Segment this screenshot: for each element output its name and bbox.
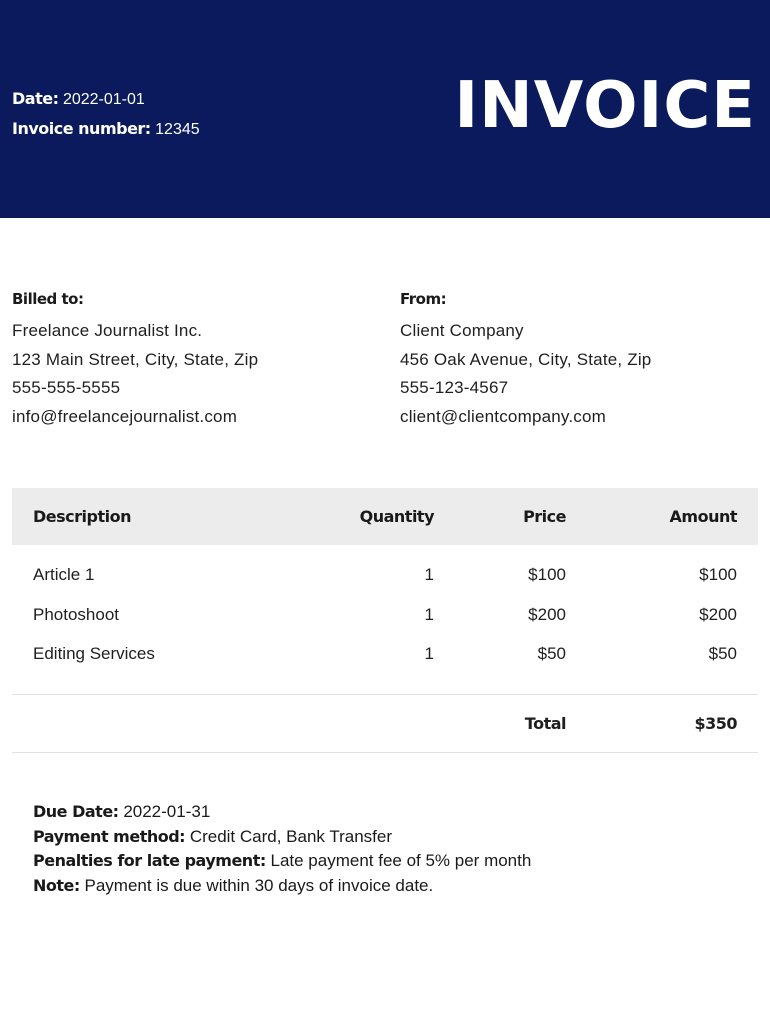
row-quantity: 1 — [424, 565, 434, 584]
row-quantity: 1 — [424, 644, 434, 663]
total-value: $350 — [694, 714, 737, 733]
row-price: $200 — [528, 604, 566, 624]
penalties-line — [33, 849, 531, 874]
header-amount: Amount — [669, 507, 737, 526]
row-description: Article 1 — [33, 565, 95, 584]
header-meta — [12, 84, 200, 144]
invoice-title: INVOICE — [454, 69, 756, 143]
row-price: $100 — [528, 565, 566, 584]
from-block — [400, 288, 651, 431]
row-description: Editing Services — [33, 644, 155, 663]
table-row — [12, 555, 758, 595]
payment-method-value: Credit Card, Bank Transfer — [189, 826, 393, 846]
invoice-header — [0, 0, 770, 218]
table-divider — [12, 752, 758, 753]
header-description: Description — [33, 507, 131, 526]
invoice-date — [12, 84, 200, 114]
row-amount: $50 — [708, 644, 737, 663]
from-address: 456 Oak Avenue, City, State, Zip — [400, 349, 652, 369]
total-label: Total — [524, 714, 566, 733]
table-row — [12, 595, 758, 635]
row-description: Photoshoot — [33, 604, 120, 624]
payment-method-line — [33, 825, 531, 850]
note-line — [33, 874, 531, 899]
table-header — [12, 488, 758, 545]
payment-method-label: Payment method: — [33, 826, 186, 846]
table-body — [12, 555, 758, 694]
header-quantity: Quantity — [359, 507, 434, 526]
penalties-value: Late payment fee of 5% per month — [270, 851, 532, 870]
from-name: Client Company — [400, 321, 524, 340]
note-value: Payment is due within 30 days of invoice date. — [84, 875, 434, 895]
date-value: 2022-01-01 — [62, 91, 145, 108]
note-label: Note: — [33, 875, 80, 895]
from-heading: From: — [400, 290, 447, 308]
billed-to-phone: 555-555-5555 — [12, 378, 121, 397]
billed-to-name: Freelance Journalist Inc. — [12, 321, 203, 340]
billed-to-block — [12, 288, 258, 431]
date-label: Date: — [12, 89, 59, 108]
row-price: $50 — [537, 644, 566, 663]
header-price: Price — [523, 507, 566, 526]
total-row — [12, 695, 758, 752]
due-date-line — [33, 800, 531, 825]
table-row — [12, 634, 758, 674]
row-amount: $200 — [699, 604, 737, 624]
billed-to-address: 123 Main Street, City, State, Zip — [12, 349, 259, 369]
invoice-number — [12, 114, 200, 144]
due-date-value: 2022-01-31 — [123, 802, 211, 821]
billed-to-email: info@freelancejournalist.com — [12, 406, 238, 426]
due-date-label: Due Date: — [33, 802, 119, 821]
billed-to-heading: Billed to: — [12, 290, 84, 308]
row-quantity: 1 — [424, 604, 434, 624]
invoice-number-label: Invoice number: — [12, 119, 151, 138]
payment-notes — [33, 800, 531, 898]
line-items-table — [12, 488, 758, 753]
penalties-label: Penalties for late payment: — [33, 851, 266, 870]
from-phone: 555-123-4567 — [400, 378, 509, 397]
invoice-number-value: 12345 — [155, 121, 200, 138]
from-email: client@clientcompany.com — [400, 406, 606, 426]
row-amount: $100 — [699, 565, 737, 584]
